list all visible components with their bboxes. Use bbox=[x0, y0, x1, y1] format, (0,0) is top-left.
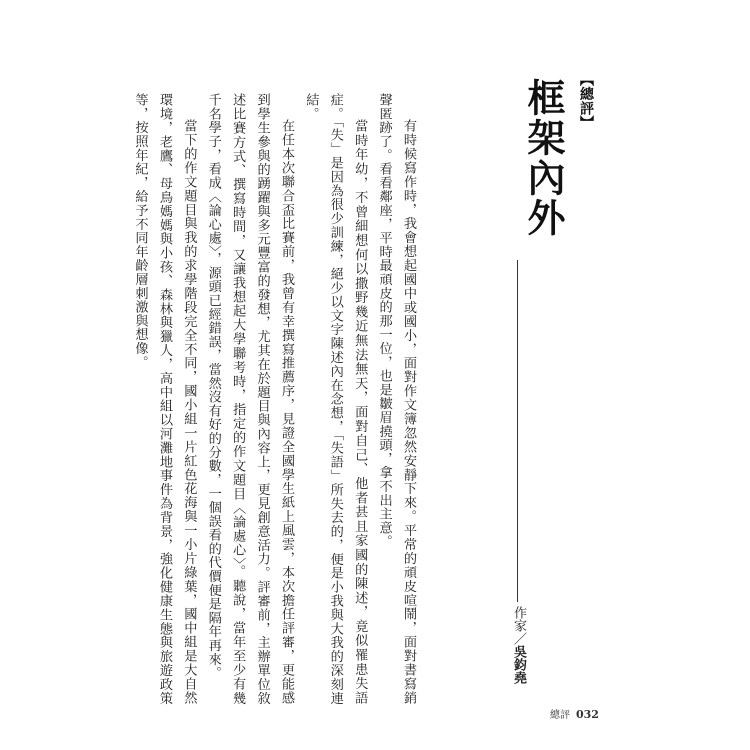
footer-section: 總評 bbox=[550, 710, 570, 721]
author-credit bbox=[508, 606, 528, 684]
author-name: 吳鈞堯 bbox=[511, 645, 526, 684]
section-tag: 【總評】 bbox=[578, 72, 594, 130]
paragraph-4: 當下的作文題目與我的求學階段完全不同，國小組一片紅色花海與一小片綠葉，國中組是大自然環境，老鷹、母鳥媽媽與小孩、森林與獵人，高中組以河灘地事件為背景，強化健康生態與旅遊政策等，按照年紀，給予不同年齡層刺激與想像。 bbox=[132, 93, 197, 705]
page-footer bbox=[550, 706, 599, 721]
article-title: 框架內外 bbox=[521, 78, 565, 238]
paragraph-1: 有時候寫作時，我會想起國中或國小，面對作文簿忽然安靜下來。平常的頑皮喧鬧，面對書寫銷聲匿跡了。看看鄰座，平時最頑皮的那一位，也是皺眉撓頭，拿不出主意。 bbox=[376, 93, 416, 705]
paragraph-2: 當時年幼，不曾細想何以撒野幾近無法無天，面對自己、他者甚且家國的陳述，竟似罹患失語症。「失」是因為很少訓練，絕少以文字陳述內在念想，「失語」所失去的，便是小我與大我的深刻連結。 bbox=[303, 93, 368, 705]
author-divider bbox=[517, 260, 518, 602]
paragraph-3: 在任本次聯合盃比賽前，我曾有幸撰寫推薦序，見證全國學生紙上風雲，本次擔任評審，更能感到學生參與的踴躍與多元豐富的發想，尤其在於題目與內容上，更見創意活力。評審前，主辦單位敘述比賽方式、撰寫時間，又讓我想起大學聯考時，指定的作文題目〈論處心〉。聽說，當年至少有幾千名學子，看成〈論心處〉，源頭已經錯誤，當然沒有好的分數，一個誤看的代價便是隔年再來。 bbox=[205, 93, 294, 705]
author-role: 作家／ bbox=[511, 606, 526, 645]
article-body bbox=[132, 93, 420, 705]
page-number: 032 bbox=[576, 708, 599, 721]
